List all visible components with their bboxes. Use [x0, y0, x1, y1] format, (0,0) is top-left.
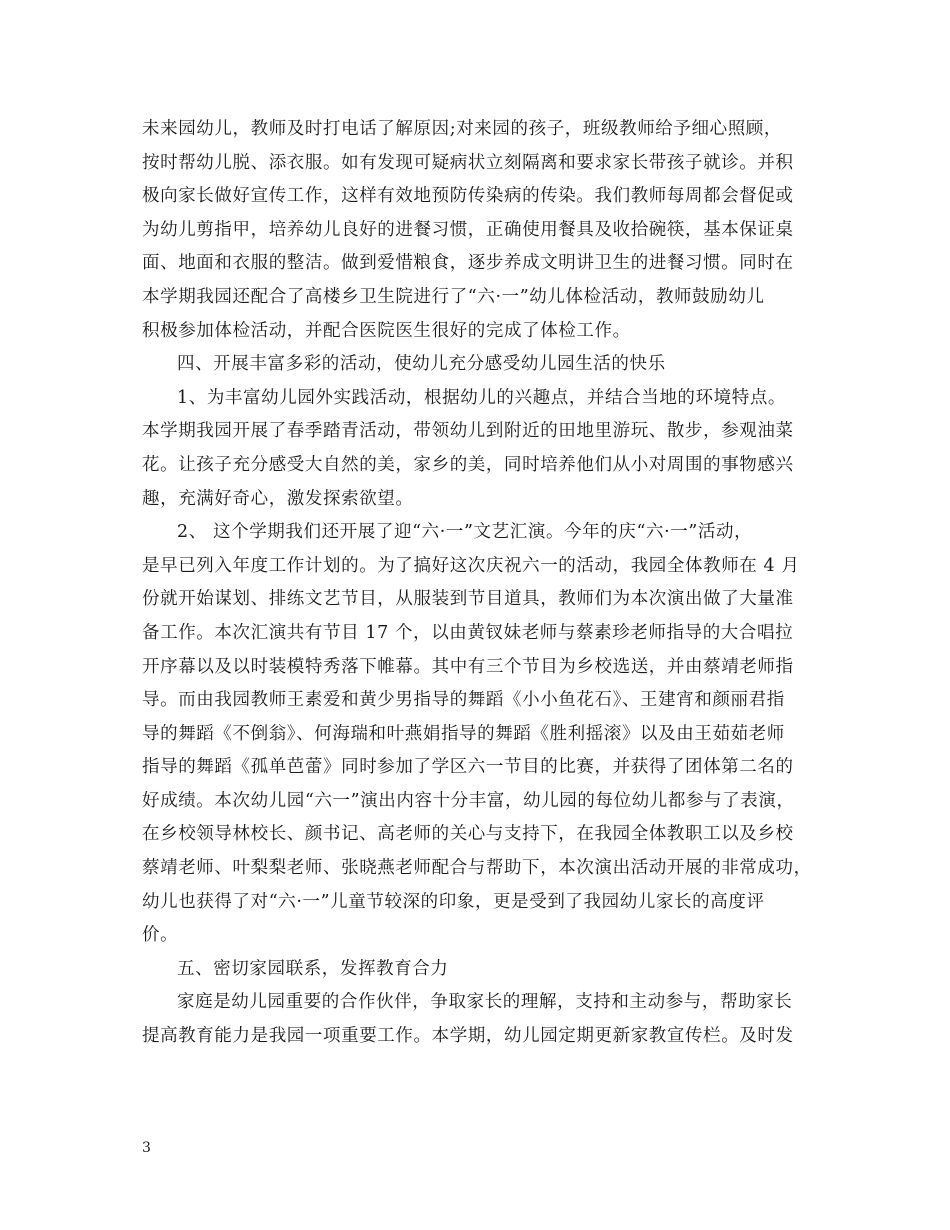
text-line: 价。	[142, 925, 179, 946]
text-line: 2、 这个学期我们还开展了迎“六·一”文艺汇演。今年的庆“六·一”活动，	[177, 522, 753, 543]
text-line: 未来园幼儿，教师及时打电话了解原因;对来园的孩子，班级教师给予细心照顾，	[142, 119, 782, 139]
text-line: 导。而由我园教师王素爱和黄少男指导的舞蹈《小小鱼花石》、王建宵和颜丽君指	[142, 690, 785, 711]
text-line: 花。让孩子充分感受大自然的美，家乡的美，同时培养他们从小对周围的事物感兴	[142, 454, 794, 475]
text-line: 1、为丰富幼儿园外实践活动，根据幼儿的兴趣点，并结合当地的环境特点。	[177, 387, 787, 408]
text-line: 在乡校领导林校长、颜书记、高老师的关心与支持下，在我园全体教职工以及乡校	[142, 824, 794, 845]
text-line: 好成绩。本次幼儿园“六一”演出内容十分丰富，幼儿园的每位幼儿都参与了表演，	[142, 790, 795, 811]
text-line: 备工作。本次汇演共有节目 17 个，以由黄钗妹老师与蔡素珍老师指导的大合唱拉	[142, 622, 794, 643]
text-line: 积极参加体检活动，并配合医院医生很好的完成了体检工作。	[142, 320, 631, 341]
page-number: 3	[142, 1140, 151, 1156]
text-line: 开序幕以及以时装模特秀落下帷幕。其中有三个节目为乡校选送，并由蔡靖老师指	[142, 656, 794, 677]
text-line: 本学期我园还配合了高楼乡卫生院进行了“六·一”幼儿体检活动，教师鼓励幼儿	[142, 286, 765, 307]
text-line: 份就开始谋划、排练文艺节目，从服装到节目道具，教师们为本次演出做了大量准	[142, 589, 794, 610]
body-text	[142, 113, 828, 1054]
text-line: 是早已列入年度工作计划的。为了搞好这次庆祝六一的活动，我园全体教师在 4 月	[142, 555, 800, 576]
text-line: 本学期我园开展了春季踏青活动，带领幼儿到附近的田地里游玩、散步，参观油菜	[142, 421, 794, 442]
text-line: 趣，充满好奇心，激发探索欲望。	[142, 488, 414, 509]
text-line: 导的舞蹈《不倒翁》、何海瑞和叶燕娟指导的舞蹈《胜利摇滚》以及由王茹茹老师	[142, 723, 785, 744]
text-line: 幼儿也获得了对“六·一”儿童节较深的印象，更是受到了我园幼儿家长的高度评	[142, 891, 765, 912]
text-line: 按时帮幼儿脱、添衣服。如有发现可疑病状立刻隔离和要求家长带孩子就诊。并积	[142, 152, 794, 173]
text-line: 为幼儿剪指甲，培养幼儿良好的进餐习惯，正确使用餐具及收拾碗筷，基本保证桌	[142, 219, 794, 240]
text-line: 提高教育能力是我园一项重要工作。本学期，幼儿园定期更新家教宣传栏。及时发	[142, 1026, 794, 1047]
text-line: 极向家长做好宣传工作，这样有效地预防传染病的传染。我们教师每周都会督促或	[142, 186, 794, 207]
text-line: 面、地面和衣服的整洁。做到爱惜粮食，逐步养成文明讲卫生的进餐习惯。同时在	[142, 253, 794, 274]
section-heading: 四、开展丰富多彩的活动，使幼儿充分感受幼儿园生活的快乐	[177, 354, 666, 375]
section-heading: 五、密切家园联系，发挥教育合力	[177, 958, 449, 979]
text-line: 蔡靖老师、叶梨梨老师、张晓燕老师配合与帮助下，本次演出活动开展的非常成功，	[142, 858, 812, 879]
text-line: 家庭是幼儿园重要的合作伙伴，争取家长的理解，支持和主动参与，帮助家长	[177, 992, 793, 1013]
text-line: 指导的舞蹈《孤单芭蕾》同时参加了学区六一节目的比赛，并获得了团体第二名的	[142, 757, 794, 778]
